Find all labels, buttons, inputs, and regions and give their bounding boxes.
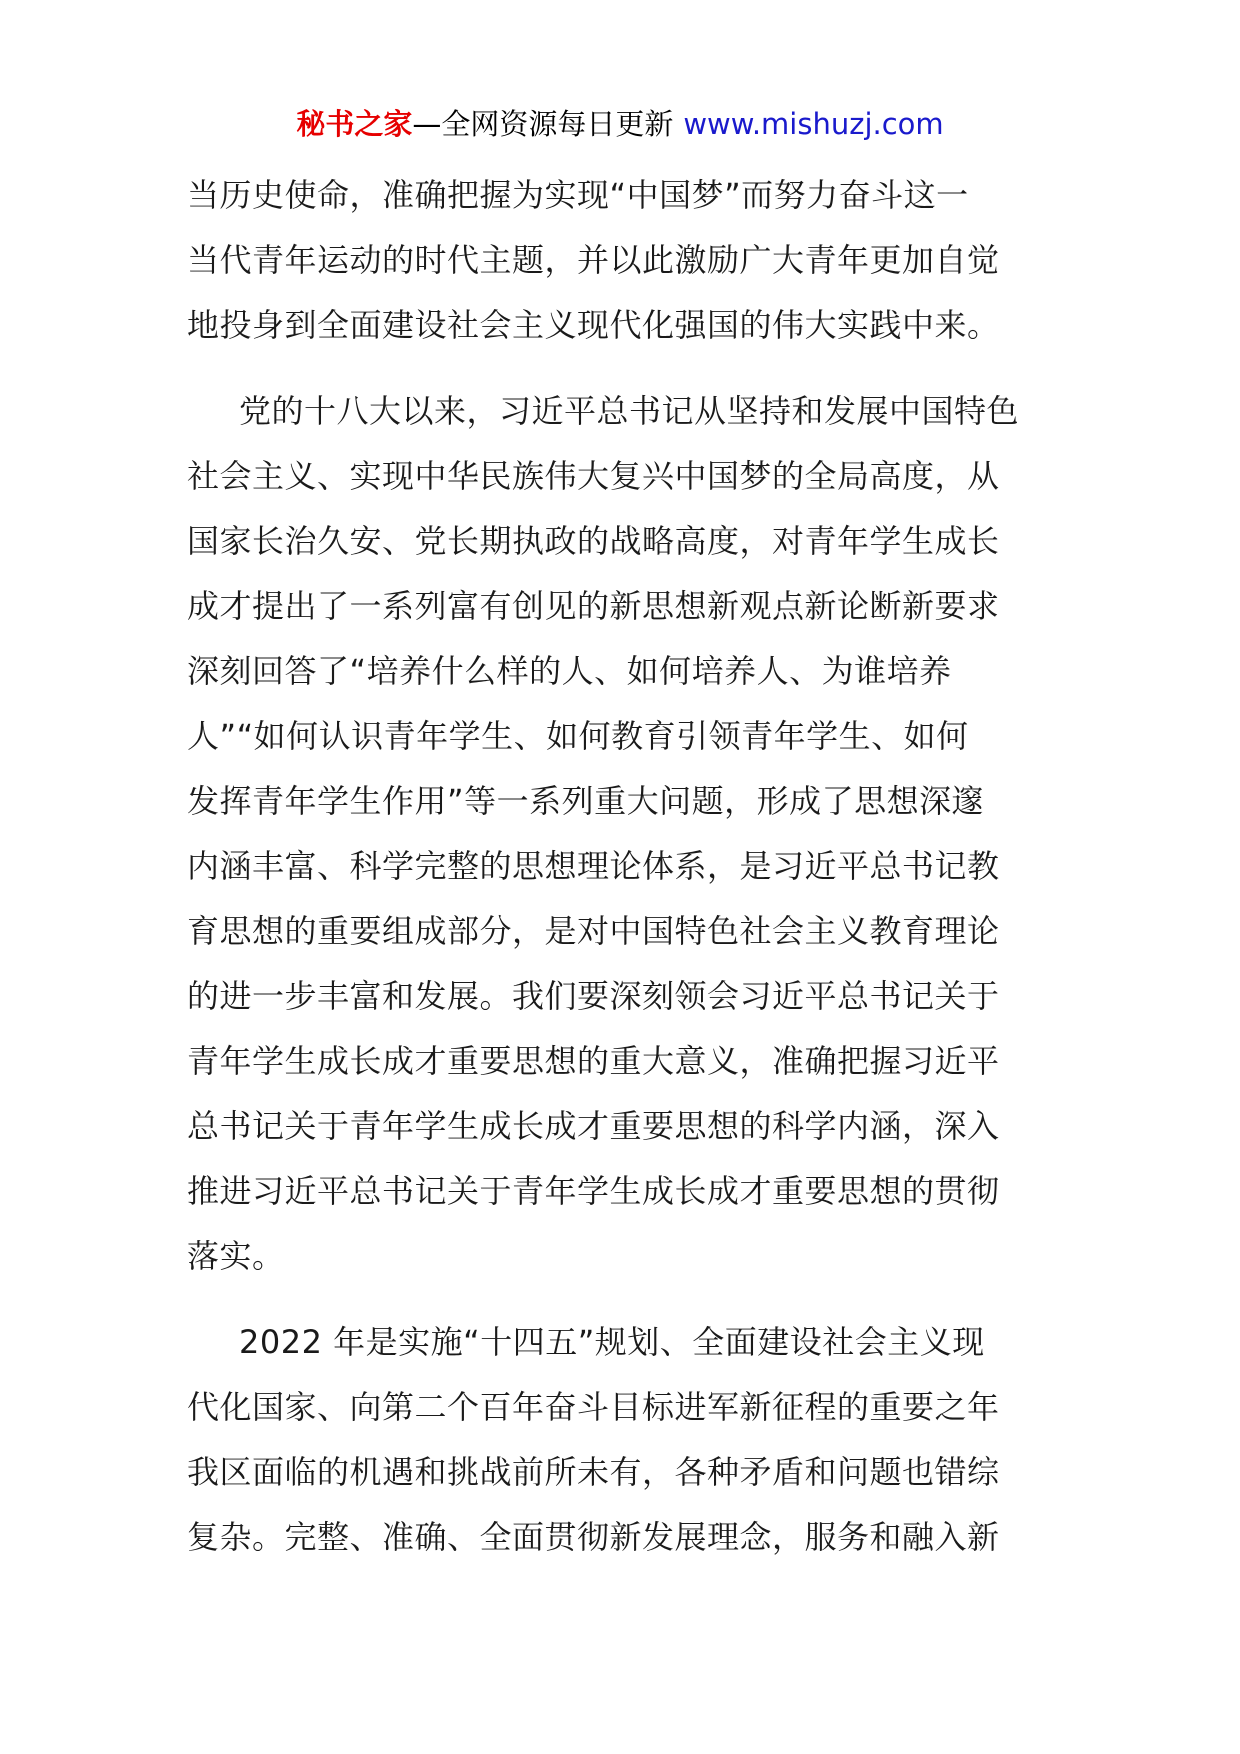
text-line: 复杂。完整、准确、全面贯彻新发展理念，服务和融入新	[187, 1518, 1000, 1556]
paragraph-2	[187, 379, 1057, 1289]
site-tagline: —全网资源每日更新	[412, 107, 674, 141]
text-line: 内涵丰富、科学完整的思想理论体系，是习近平总书记教	[187, 847, 1000, 885]
site-brand: 秘书之家	[296, 107, 413, 141]
text-line: 我区面临的机遇和挑战前所未有，各种矛盾和问题也错综	[187, 1453, 1000, 1491]
text-line: 地投身到全面建设社会主义现代化强国的伟大实践中来。	[187, 306, 1000, 344]
text-line: 深刻回答了“培养什么样的人、如何培养人、为谁培养	[187, 652, 952, 690]
text-line: 代化国家、向第二个百年奋斗目标进军新征程的重要之年	[187, 1388, 1000, 1426]
text-line: 落实。	[187, 1237, 285, 1275]
text-line: 推进习近平总书记关于青年学生成长成才重要思想的贯彻	[187, 1172, 1000, 1210]
page-header	[0, 102, 1240, 146]
text-line: 社会主义、实现中华民族伟大复兴中国梦的全局高度，从	[187, 457, 1000, 495]
text-line: 当代青年运动的时代主题，并以此激励广大青年更加自觉	[187, 241, 1000, 279]
text-line: 人”“如何认识青年学生、如何教育引领青年学生、如何	[187, 717, 969, 755]
text-line: 国家长治久安、党长期执政的战略高度，对青年学生成长	[187, 522, 1000, 560]
text-line: 当历史使命，准确把握为实现“中国梦”而努力奋斗这一	[187, 176, 969, 214]
text-line: 总书记关于青年学生成长成才重要思想的科学内涵，深入	[187, 1107, 1000, 1145]
paragraph-3	[187, 1310, 1057, 1570]
text-line: 党的十八大以来，习近平总书记从坚持和发展中国特色	[239, 392, 1020, 430]
site-url-link[interactable]: www.mishuzj.com	[683, 107, 944, 141]
text-line: 青年学生成长成才重要思想的重大意义，准确把握习近平	[187, 1042, 1000, 1080]
document-body	[187, 163, 1057, 1591]
text-line: 成才提出了一系列富有创见的新思想新观点新论断新要求	[187, 587, 1000, 625]
paragraph-1	[187, 163, 1057, 358]
text-line: 发挥青年学生作用”等一系列重大问题，形成了思想深邃	[187, 782, 985, 820]
text-line: 育思想的重要组成部分，是对中国特色社会主义教育理论	[187, 912, 1000, 950]
text-line: 的进一步丰富和发展。我们要深刻领会习近平总书记关于	[187, 977, 1000, 1015]
text-line: 2022 年是实施“十四五”规划、全面建设社会主义现	[239, 1323, 985, 1361]
